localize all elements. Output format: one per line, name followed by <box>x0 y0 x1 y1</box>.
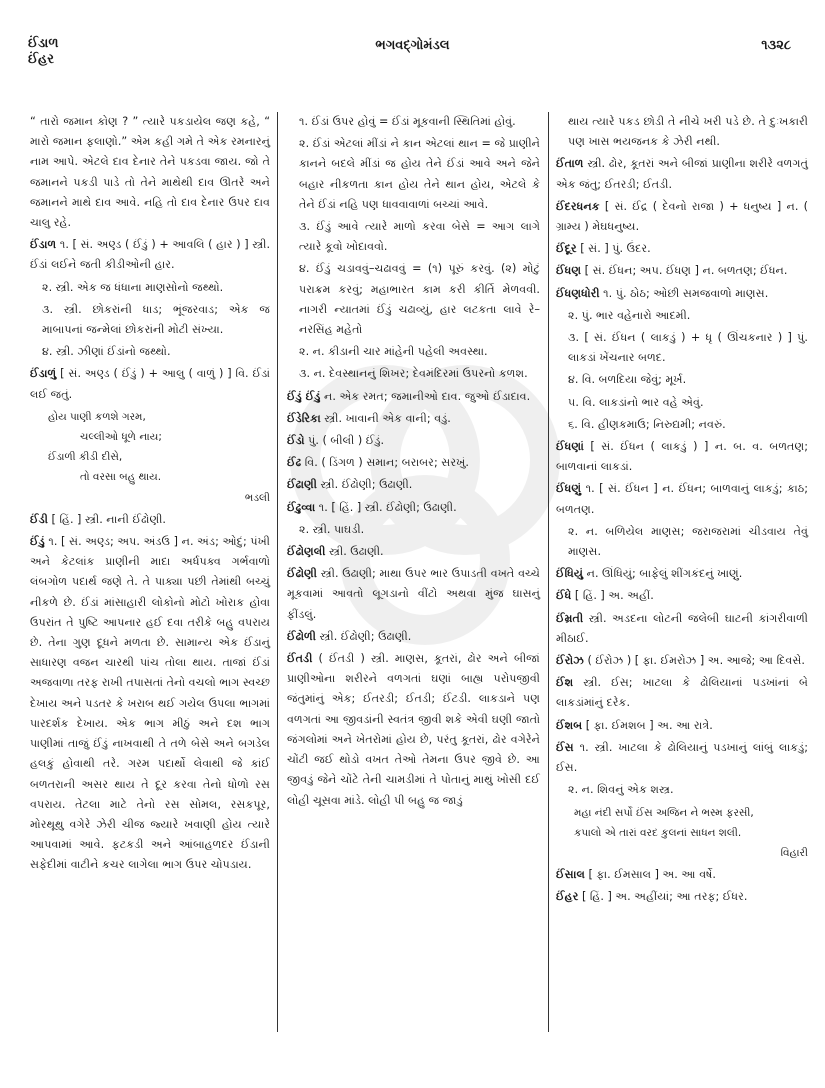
dictionary-entry <box>556 284 808 304</box>
headword: ઈંઢોણી <box>287 567 317 581</box>
headword: ઈંહર <box>556 890 579 904</box>
definition-text: ૨. ઈંડાં એટલાં મીંડાં ને કાન એટલાં થાન = જે પ્રાણીને કાનને બદલે મીંડાં જ હોય તેને ઈંડાં આવે અને જેને બહાર નીકળતા કાન હોય તેને થાન હોય, એટલે કે તેને ઈંડાં નહિ પણ ધાવવાવાળાં બચ્ચાં આવે. <box>299 137 540 211</box>
dictionary-entry <box>30 235 270 275</box>
entry-sense <box>30 278 270 298</box>
definition-text: ૧. સ્ત્રી. ખાટલા કે ઢોલિયાનું પડખાનું લાંબું લાકડું; ઈસ. <box>556 740 808 775</box>
entry-sense <box>287 112 540 132</box>
definition-text: ૨. ન. બળિયેલ માણસ; જરાજરામાં ચીડવાય તેવું માણસ. <box>568 524 808 559</box>
dictionary-entry <box>556 738 808 778</box>
headword: ઈંઢુવ્વા <box>287 500 316 514</box>
definition-text: થાય ત્યારે પકડ છોડી તે નીચે ખરી પડે છે. તે દુઃખકારી પણ ખાસ ભયજનક કે ઝેરી નથી. <box>568 115 808 149</box>
headword: ઈંસ <box>556 740 574 754</box>
dictionary-entry <box>287 409 540 429</box>
guide-word-last: ઈંહર <box>28 52 55 67</box>
verse-line: તો વરસા બહુ થાય. <box>80 471 162 484</box>
entry-sense <box>556 370 808 390</box>
headword: ઈંડું <box>30 535 45 549</box>
verse-line: હોય પાણી કળશે ગરમ, <box>48 410 146 423</box>
dictionary-entry <box>287 542 540 562</box>
definition-text: ૧. ઈંડાં ઉપર હોવું = ઈંડાં મૂકવાની સ્થિતિમાં હોવું. <box>299 115 516 128</box>
dictionary-entry <box>556 609 808 649</box>
book-title: ભગવદ્ગોમંડલ <box>375 38 450 53</box>
headword: ઈંધણું <box>556 482 582 496</box>
dictionary-entry <box>30 364 270 404</box>
headword: ઈંઢોણલી <box>287 545 326 559</box>
definition-text: સ્ત્રી. અડદના લોટની જલેબી ઘાટની કાંગરીવાળી મીઠાઈ. <box>556 611 808 645</box>
definition-text: ૨. ન. શિવનું એક શસ્ત્ર. <box>568 783 674 797</box>
definition-text: ૬. વિ. હીણકમાઉ; નિરુદ્યમી; નવરું. <box>568 417 726 431</box>
entry-sense <box>287 259 540 340</box>
dictionary-entry <box>556 261 808 281</box>
headword: ઈંઢોળી <box>287 629 316 643</box>
headword: ઈંડો <box>287 434 305 448</box>
definition-text: [ સં. અણ્ડ ( ઈંડું ) + આલુ ( વાળું ) ] વિ. ઈંડાં લઈ જતું. <box>30 367 270 401</box>
definition-text: ૧. [ સં. અણ્ડ ( ઈંડું ) + આવલિ ( હાર ) ] સ્ત્રી. ઈંડાં લઈને જતી કીડીઓની હાર. <box>30 238 270 272</box>
definition-text: ૨. ન. કીડાની ચાર માંહેની પહેલી અવસ્થા. <box>299 345 488 359</box>
definition-text: સ્ત્રી. ઈંઢોણી; ઉઢાણી. <box>315 629 412 643</box>
headword: ઈંધણ <box>556 264 582 278</box>
column-divider <box>277 112 278 1032</box>
column-middle <box>287 112 540 813</box>
dictionary-entry <box>556 586 808 606</box>
dictionary-entry <box>556 887 808 907</box>
dictionary-entry <box>30 532 270 875</box>
definition-text: સ્ત્રી. ઈંઢોણી; ઉઢાણી. <box>316 478 413 492</box>
column-divider <box>548 112 549 1032</box>
entry-sense <box>556 112 808 152</box>
entry-sense <box>30 300 270 340</box>
headword: ઈંશ <box>556 676 574 690</box>
quotation-verse <box>30 407 270 508</box>
definition-text: ૩. ઈંડું આવે ત્યારે માળો કરવા બેસે = આગ લાગે ત્યારે કૂવો ખોદાવવો. <box>299 220 540 254</box>
definition-text: સ્ત્રી. ઈસ; ખાટલા કે ઢોલિયાનાં પડખાંનાં બે લાકડાંમાંનું દરેક. <box>556 676 808 710</box>
headword: ઈંસાલ <box>556 868 585 882</box>
headword: ઈંડાળ <box>30 238 57 252</box>
definition-text: ૪. સ્ત્રી. ઝીણાં ઈંડાંનો જથ્થો. <box>42 345 171 359</box>
definition-text: [ સં. ઈંધન ( લાકડું ) ] ન. બ. વ. બળતણ; બાળવાનાં લાકડાં. <box>556 440 808 474</box>
column-left <box>30 112 270 878</box>
headword: ઈંધિયું <box>556 567 584 581</box>
definition-text: પું. ( બીલી ) ઈંડું. <box>304 434 385 448</box>
page-header <box>0 36 825 76</box>
verse-line: મહા નંદી સર્પો ઈંસ અજિન ને ભસ્મ ફરસી, <box>574 806 754 819</box>
definition-text: ૨. સ્ત્રી. પાઘડી. <box>299 522 365 536</box>
headword: ઈંઢાણી <box>287 478 317 492</box>
entry-sense <box>287 520 540 540</box>
definition-text: [ સં. ઈંધન; અપ. ઈંધણ ] ન. બળતણ; ઈંધન. <box>581 264 788 278</box>
dictionary-entry <box>287 431 540 451</box>
headword: ઈંધે <box>556 589 572 603</box>
definition-text: ૨. પું. ભાર વહેનારો આદમી. <box>568 308 691 322</box>
headword: ઈંડી <box>30 512 48 526</box>
definition-text: [ હિં. ] સ્ત્રી. નાની ઈંઢોણી. <box>47 512 166 526</box>
definition-text: [ હિં. ] અ. અહીં. <box>571 589 654 603</box>
definition-text: ૧. પું. ઠોઠ; ઓછી સમજવાળો માણસ. <box>599 286 769 300</box>
dictionary-entry <box>287 453 540 473</box>
headword: ઈંડેરિકા <box>287 411 321 425</box>
definition-text: [ હિં. ] અ. અહીંયાં; આ તરફ; ઈધર. <box>578 890 748 904</box>
entry-sense <box>30 342 270 362</box>
guide-word-first: ઈંડાળ <box>28 36 59 51</box>
dictionary-entry <box>556 479 808 519</box>
definition-text: વિ. ( ડિંગળ ) સમાન; બરાબર; સરખું. <box>301 456 469 470</box>
definition-text: ( ઈંતડી ) સ્ત્રી. માણસ, કૂતરાં, ઢોર અને બીજાં પ્રાણીઓના શરીરને વળગતાં ઘણાં બાહ્ય પરોપજીવી જંતુમાંનું એક; ઈતરડી; ઈતડી; ઈંટડી. લાકડાને પણ વળગતાં આ જીવડાંની સ્વતંત્ર જીવી શકે એવી ઘણી જાતો જંગલોમાં અને ખેતરોમાં હોય છે, પરંતુ કૂતરાં, ઢોર વગેરેને ચોંટી જઈ થોડો વખત તેઓ તેમના ઉપર જીવે છે. આ જીવડું જેને ચોંટે તેની ચામડીમાં તે પોતાનું માથું ખોસી દઈ લોહી ચૂસવા માંડે. લોહી પી બહુ જ જાડું <box>287 652 540 807</box>
definition-text: ૫. વિ. લાકડાંનો ભાર વહે એવું. <box>568 395 704 409</box>
definition-text: [ ફા. ઈમસાલ ] અ. આ વર્ષે. <box>584 868 716 882</box>
verse-line: ચલ્લીઓ ધૂળે નાય; <box>80 431 162 444</box>
definition-text: ન. ઊંધિયું; બાફેલું શીંગકંદનું ખાણું. <box>583 567 743 581</box>
dictionary-entry <box>556 154 808 194</box>
headword: ઈંધણધોરી <box>556 286 600 300</box>
verse-attribution: વિહારી <box>780 846 808 859</box>
entry-sense <box>556 780 808 800</box>
entry-sense <box>556 328 808 368</box>
definition-text: સ્ત્રી. ખાવાની એક વાની; વડું. <box>320 411 451 425</box>
definition-text: ( ઈંરોઝ ) [ ફા. ઈમરોઝ ] અ. આજે; આ દિવસે. <box>583 654 805 668</box>
definition-text: ૪. ઈંડું ચડાવવું–ચઢાવવું = (૧) પૂરું કરવું. (૨) મોટું પરાક્રમ કરવું; મહાભારત કામ કરી કીર્તિ મેળવવી. નાગરી ન્યાતમાં ઈંડું ચઢાવ્યું, હાર લટકતા લાવે રે–નરસિંહ મહેતો <box>299 262 540 337</box>
headword: ઈંતાળ <box>556 157 584 171</box>
definition-text: ૩. ન. દેવસ્થાનનું શિખર; દેવમંદિરમાં ઉપરનો કળશ. <box>299 367 528 381</box>
definition-text: ૧. [ સં. ઈંધન ] ન. ઈંધન; બાળવાનું લાકડું; કાઠ; બળતણ. <box>556 482 808 516</box>
verse-line: ઈંડાળી કીડી દીસે, <box>48 451 123 464</box>
dictionary-entry <box>556 197 808 237</box>
headword: ઈંધણાં <box>556 440 584 454</box>
headword: ઈંમ્રતી <box>556 611 584 625</box>
headword: ઈંઢ <box>287 456 302 470</box>
entry-sense <box>30 112 270 233</box>
dictionary-entry <box>287 649 540 811</box>
definition-text: ૧. [ સં. અણ્ડ; અપ. અંડઉ ] ન. અંડ; ઓદું; પંખી અને કેટલાંક પ્રાણીની માદા અર્ધપક્વ ગર્ભવાળો લંબગોળ પદાર્થ જણે તે. તે પાક્યા પછી તેમાંથી બચ્ચું નીકળે છે. ઈંડાં માંસાહારી લોકોનો મોટો ખોરાક હોવા ઉપરાંત તે પુષ્ટિ આપનાર હઈ દવા તરીકે બહુ વપરાય છે. તેના ગુણ દૂધને મળતા છે. સામાન્ય એક ઈંડાનું સાધારણ વજન ચારથી પાંચ તોલા થાય. તાજાં ઈંડાં અજવાળા તરફ રાખી તપાસતાં તેનો વચલો ભાગ સ્વચ્છ દેખાય અને પડતર કે ખરાબ થઈ ગયેલ ઉપલા ભાગમાં પારદર્શક દેખાય. એક ભાગ મીઠું અને દશ ભાગ પાણીમાં તાજું ઈંડું નાખવાથી તે તળે બેસે અને બગડેલ હલકું હોવાથી તરે. ગરમ પદાર્થો લેવાથી જે કાંઈ બળતરાની અસર થાય તે દૂર કરવા તેનો ધોળો રસ વપરાય. તેટલા માટે તેનો રસ સોમલ, રસકપૂર, મોરથૂથુ વગેરે ઝેરી ચીજ જ્યારે ખવાણી હોય ત્યારે આપવામાં આવે. ફટકડી અને આંબાહળદર ઈંડાની સફેદીમાં વાટીને કચર લાગેલા ભાગ ઉપર ચોપડાય. <box>30 535 270 872</box>
definition-text: ૩. સ્ત્રી. છોકરાંની ધાડ; ભૂંજરવાડ; એક જ માબાપનાં જન્મેલાં છોકરાંની મોટી સંખ્યા. <box>42 302 270 337</box>
entry-sense <box>287 342 540 362</box>
dictionary-entry <box>287 498 540 518</box>
definition-text: ન. એક રમત; જમાનીઓ દાવ. જુઓ ઈંડાદાવ. <box>320 389 531 403</box>
definition-text: ૪. વિ. બળદિયા જેવું; મૂર્ખ. <box>568 373 687 387</box>
headword: ઈંદૂર <box>556 242 577 256</box>
definition-text: ૩. [ સં. ઈંધન ( લાકડું ) + ધૃ ( ઊંચકનાર ) ] પું. લાકડાં ખેંચનાર બળદ. <box>568 331 808 365</box>
entry-sense <box>287 134 540 215</box>
entry-sense <box>556 415 808 435</box>
quotation-verse <box>556 803 808 864</box>
dictionary-entry <box>556 865 808 885</box>
headword: ઈંડાળું <box>30 367 57 381</box>
entry-sense <box>287 364 540 384</box>
dictionary-entry <box>287 475 540 495</box>
dictionary-entry <box>556 564 808 584</box>
page-number: ૧૩૨૮ <box>761 38 791 53</box>
headword: ઈંરોઝ <box>556 654 584 668</box>
dictionary-entry <box>556 437 808 477</box>
dictionary-entry <box>287 387 540 407</box>
headword: ઈંદરધનક <box>556 199 600 213</box>
dictionary-entry <box>556 716 808 736</box>
headword: ઈંતડી <box>287 652 313 666</box>
definition-text: “ તારો જમાન કોણ ? ” ત્યારે પકડાયેલ જણ કહે, “ મારો જમાન ફલાણો.” એમ કહી ગમે તે એક રમનારનું નામ આપે. એટલે દાવ દેનાર તેને પકડવા જાય. જો તે જમાનને પકડી પાડે તો તેને માથેથી દાવ ઊતરે અને જમાનને માથે દાવ આવે. નહિ તો દાવ દેનાર ઉપર દાવ ચાલુ રહે. <box>30 115 270 230</box>
definition-text: [ સં. ] પું. ઉંદર. <box>576 242 651 256</box>
dictionary-entry <box>287 627 540 647</box>
definition-text: ૧. [ હિં. ] સ્ત્રી. ઈંઢોણી; ઉઢાણી. <box>315 500 457 514</box>
entry-sense <box>556 306 808 326</box>
dictionary-entry <box>287 564 540 625</box>
dictionary-entry <box>556 673 808 713</box>
dictionary-entry <box>556 239 808 259</box>
column-right <box>556 112 808 910</box>
definition-text: સ્ત્રી. ઢોર, કૂતરાં અને બીજાં પ્રાણીના શરીરે વળગતું એક જંતુ; ઈતરડી; ઈતડી. <box>556 157 808 191</box>
dictionary-entry <box>556 651 808 671</box>
headword: ઈંડું ઈંડું <box>287 389 321 403</box>
definition-text: સ્ત્રી. ઉઢાણી. <box>325 545 384 559</box>
entry-sense <box>287 217 540 257</box>
definition-text: ૨. સ્ત્રી. એક જ ધંધાના માણસોનો જથ્થો. <box>42 280 224 294</box>
entry-sense <box>556 522 808 562</box>
definition-text: [ ફા. ઈમશબ ] અ. આ રાત્રે. <box>582 718 713 732</box>
definition-text: સ્ત્રી. ઉઢાણી; માથા ઉપર ભાર ઉપાડતી વખતે વચ્ચે મૂકવામાં આવતો લૂગડાનો વીંટો અથવા મુંજ ઘાસનું ફીંડલું. <box>287 567 540 621</box>
headword: ઈંશબ <box>556 718 583 732</box>
verse-line: કપાલો એ તારાં વરદ કુલનાં સાધન શલી. <box>574 826 742 839</box>
entry-sense <box>556 393 808 413</box>
definition-text: [ સં. ઈંદ્ર ( દેવનો રાજા ) + ધનુષ્ય ] ન. ( ગ્રામ્ય ) મેઘધનુષ્ય. <box>556 199 808 234</box>
dictionary-entry <box>30 510 270 530</box>
verse-attribution: ભડલી <box>244 491 270 504</box>
